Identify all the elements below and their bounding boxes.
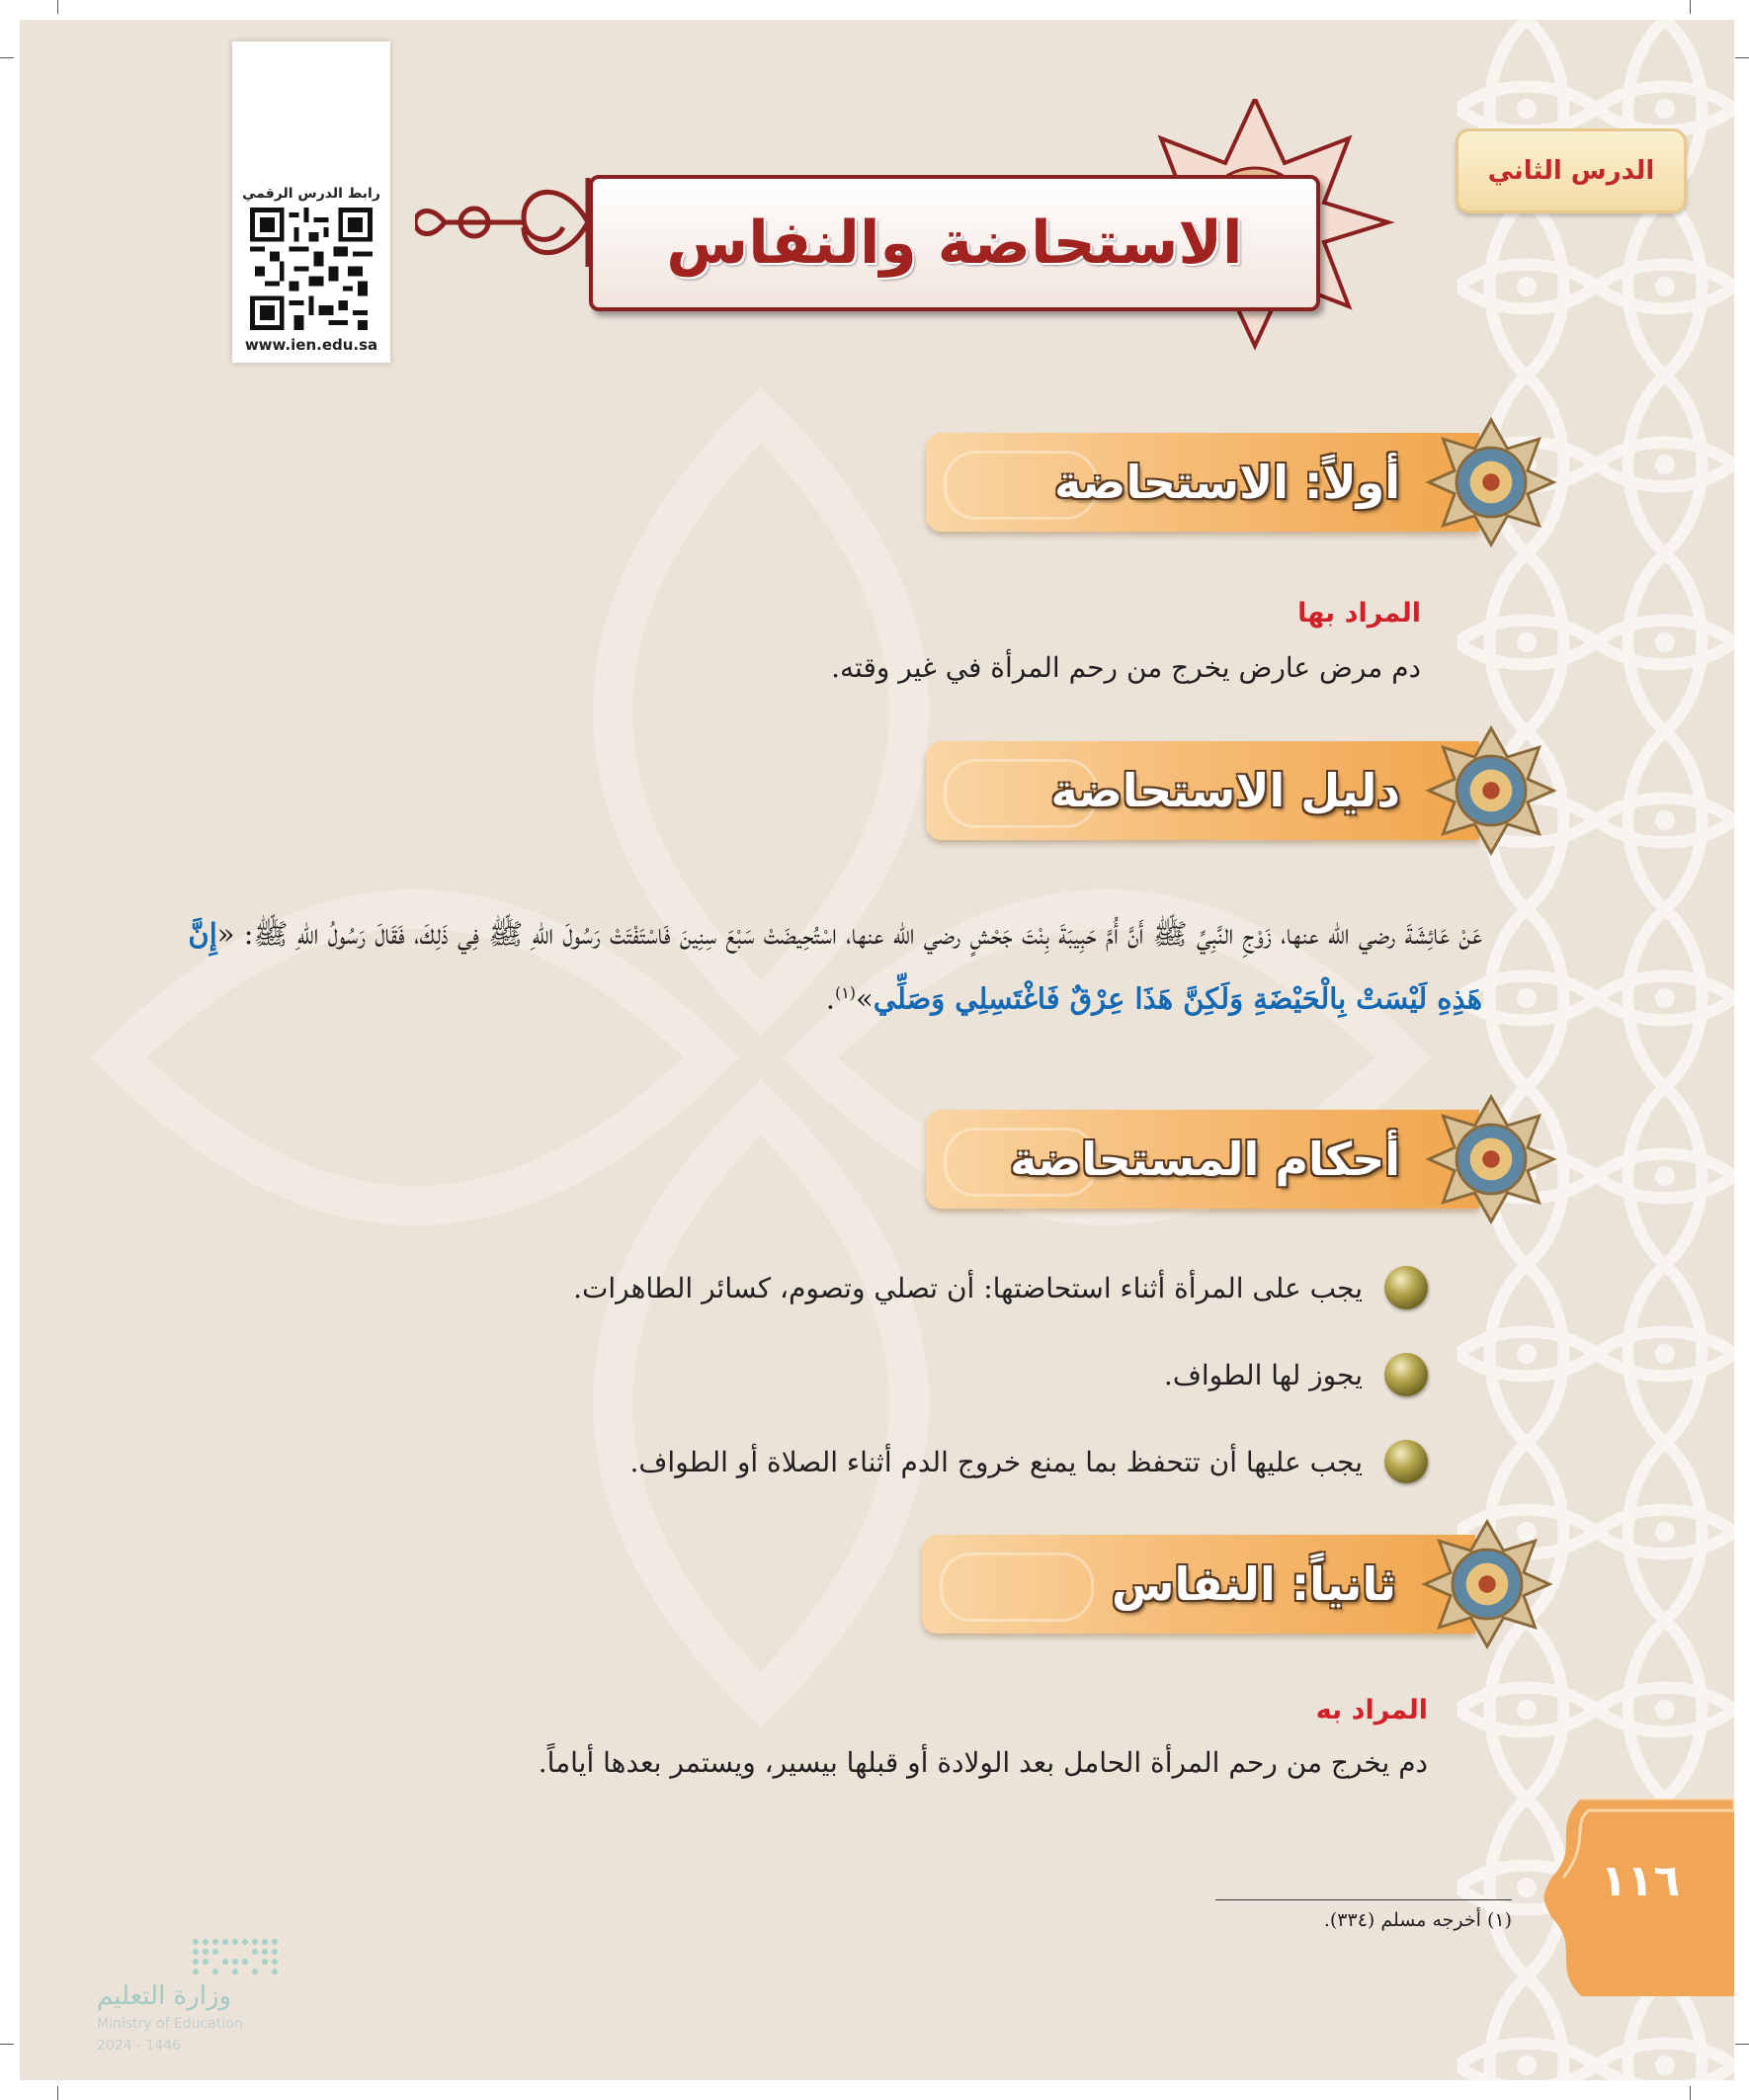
qr-url[interactable]: www.ien.edu.sa xyxy=(244,336,378,354)
footnote-divider xyxy=(1215,1899,1512,1900)
ministry-year: 2024 - 1446 xyxy=(97,2038,182,2054)
hadith-intro: عَنْ عَائِشَةَ رضي الله عنها، زَوْجِ النَّبِيِّ ﷺ أَنَّ أُمَّ حَبِيبَةَ بِنْتَ جَحْشٍ رضي الله عنها، اسْتُحِيضَتْ سَبْعَ سِنِينَ فَاسْتَفْتَتْ رَسُولَ اللهِ ﷺ فِي ذَلِكَ، فَقَالَ رَسُولُ اللهِ ﷺ: « xyxy=(216,917,1482,951)
page xyxy=(20,20,1734,2080)
bullet-icon xyxy=(1384,1266,1428,1309)
list-item xyxy=(1164,1350,1428,1399)
footnote-ref[interactable]: (١) xyxy=(834,983,857,1002)
bullet-icon xyxy=(1384,1353,1428,1396)
crop-mark xyxy=(0,57,14,58)
section-title: دليل الاستحاضة xyxy=(1050,764,1400,817)
istihada-meaning-text: دم مرض عارض يخرج من رحم المرأة في غير وقته. xyxy=(831,651,1421,684)
star-medallion-icon xyxy=(1420,1517,1554,1651)
hadith-close: » xyxy=(856,981,874,1016)
ministry-name-arabic: وزارة التعليم xyxy=(97,1981,232,2011)
qr-code-icon[interactable] xyxy=(250,208,373,330)
istihada-meaning-label: المراد بها xyxy=(1297,598,1421,629)
qr-card[interactable] xyxy=(232,42,390,363)
crop-mark xyxy=(1690,0,1691,14)
crop-mark xyxy=(57,0,58,14)
lesson-badge-label: الدرس الثاني xyxy=(1487,156,1655,186)
ministry-name-english: Ministry of Education xyxy=(97,2016,243,2032)
section-header-nifas xyxy=(922,1517,1554,1651)
star-medallion-icon xyxy=(1424,415,1558,549)
hadith-text xyxy=(163,904,1482,1029)
footnote: (١) أخرجه مسلم (٣٣٤). xyxy=(1323,1909,1512,1931)
crop-mark xyxy=(0,2044,14,2045)
star-medallion-icon xyxy=(1424,1092,1558,1226)
list-item xyxy=(573,1263,1428,1312)
title-box xyxy=(589,175,1320,311)
section-title: أحكام المستحاضة xyxy=(1010,1133,1400,1186)
section-header-rulings xyxy=(926,1092,1558,1226)
nifas-meaning-text: دم يخرج من رحم المرأة الحامل بعد الولادة أو قبلها بيسير، ويستمر بعدها أياماً. xyxy=(538,1746,1428,1779)
list-item xyxy=(629,1437,1428,1486)
section-title: أولاً: الاستحاضة xyxy=(1054,456,1400,509)
list-item-text: يجوز لها الطواف. xyxy=(1163,1358,1363,1391)
page-title: الاستحاضة والنفاس xyxy=(666,209,1243,278)
section-header-evidence xyxy=(926,723,1558,858)
bullet-icon xyxy=(1384,1440,1428,1483)
crop-mark xyxy=(57,2086,58,2100)
nifas-meaning-label: المراد به xyxy=(1315,1695,1428,1725)
crop-mark xyxy=(1735,57,1749,58)
crop-mark xyxy=(1690,2086,1691,2100)
star-medallion-icon xyxy=(1424,723,1558,858)
hadith-end: . xyxy=(825,981,835,1016)
list-item-text: يجب على المرأة أثناء استحاضتها: أن تصلي وتصوم، كسائر الطاهرات. xyxy=(573,1271,1363,1304)
crop-mark xyxy=(1735,2044,1749,2045)
qr-caption: رابط الدرس الرقمي xyxy=(242,186,380,202)
page-number: ١١٦ xyxy=(1600,1856,1681,1906)
section-header-istihada xyxy=(926,415,1558,549)
section-title: ثانياً: النفاس xyxy=(1112,1557,1396,1611)
hadith-quote: إِنَّ هَذِهِ لَيْسَتْ بِالْحَيْضَةِ وَلَكِنَّ هَذَا عِرْقٌ فَاغْتَسِلِي وَصَلِّي xyxy=(188,917,1482,1016)
list-item-text: يجب عليها أن تتحفظ بما يمنع خروج الدم أثناء الصلاة أو الطواف. xyxy=(629,1445,1363,1478)
